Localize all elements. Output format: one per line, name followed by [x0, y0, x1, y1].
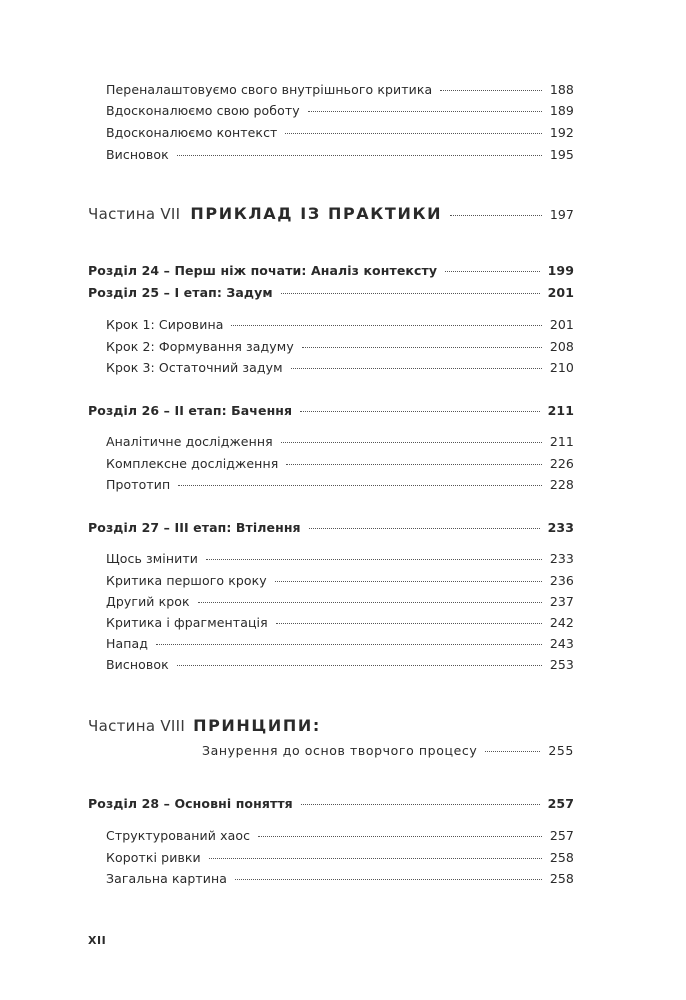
toc-entry[interactable]	[106, 317, 574, 333]
dot-leader	[258, 836, 542, 837]
dot-leader	[309, 528, 540, 529]
entry-page: 201	[549, 317, 574, 332]
entry-label: Другий крок	[106, 594, 190, 609]
chapter-entry[interactable]	[88, 520, 574, 536]
entry-label: Висновок	[106, 657, 169, 672]
dot-leader	[485, 751, 540, 752]
chapter-label: Розділ 28 – Основні поняття	[88, 796, 293, 811]
chapter-page: 199	[547, 263, 574, 278]
toc-entry[interactable]	[106, 125, 574, 141]
dot-leader	[281, 293, 540, 294]
toc-entry[interactable]	[106, 456, 574, 472]
entry-page: 188	[549, 82, 574, 97]
part-label: Частина VII	[88, 205, 181, 223]
dot-leader	[231, 325, 541, 326]
entry-label: Короткі ривки	[106, 850, 201, 865]
dot-leader	[291, 368, 542, 369]
part-heading[interactable]	[88, 206, 574, 223]
dot-leader	[285, 133, 541, 134]
dot-leader	[275, 581, 542, 582]
page-number: XII	[88, 934, 107, 947]
entry-label: Критика першого кроку	[106, 573, 267, 588]
entry-page: 211	[549, 434, 574, 449]
entry-page: 210	[549, 360, 574, 375]
entry-label: Крок 2: Формування задуму	[106, 339, 294, 354]
chapter-label: Розділ 25 – I етап: Задум	[88, 285, 273, 300]
part-subtitle: Занурення до основ творчого процесу	[202, 743, 478, 758]
entry-label: Комплексне дослідження	[106, 456, 279, 471]
chapter-entry[interactable]	[88, 403, 574, 419]
toc-entry[interactable]	[106, 434, 574, 450]
chapter-page: 211	[547, 403, 574, 418]
dot-leader	[440, 90, 542, 91]
toc-entry[interactable]	[106, 147, 574, 163]
dot-leader	[177, 665, 542, 666]
part-page: 255	[548, 743, 574, 758]
part-label: Частина VIII	[88, 717, 186, 735]
entry-label: Загальна картина	[106, 871, 228, 886]
dot-leader	[178, 485, 542, 486]
dot-leader	[209, 858, 542, 859]
entry-page: 228	[549, 477, 574, 492]
dot-leader	[281, 442, 542, 443]
entry-page: 242	[549, 615, 574, 630]
dot-leader	[177, 155, 542, 156]
entry-page: 237	[549, 594, 574, 609]
toc-entry[interactable]	[106, 871, 574, 887]
entry-page: 236	[549, 573, 574, 588]
entry-page: 258	[549, 850, 574, 865]
chapter-entry[interactable]	[88, 285, 574, 301]
toc-entry[interactable]	[106, 573, 574, 589]
entry-label: Висновок	[106, 147, 169, 162]
chapter-entry[interactable]	[88, 263, 574, 279]
entry-page: 243	[549, 636, 574, 651]
entry-page: 226	[549, 456, 574, 471]
dot-leader	[156, 644, 542, 645]
dot-leader	[302, 347, 542, 348]
entry-label: Щось змінити	[106, 551, 198, 566]
toc-entry[interactable]	[106, 339, 574, 355]
chapter-page: 233	[547, 520, 574, 535]
dot-leader	[445, 271, 540, 272]
dot-leader	[450, 215, 542, 216]
toc-entry[interactable]	[106, 594, 574, 610]
dot-leader	[308, 111, 542, 112]
toc-entry[interactable]	[106, 850, 574, 866]
entry-label: Аналітичне дослідження	[106, 434, 273, 449]
part-title: ПРИКЛАД ІЗ ПРАКТИКИ	[190, 204, 443, 223]
entry-label: Крок 3: Остаточний задум	[106, 360, 283, 375]
dot-leader	[300, 411, 539, 412]
chapter-page: 201	[547, 285, 574, 300]
part-subtitle-entry[interactable]	[202, 743, 574, 759]
toc-entry[interactable]	[106, 82, 574, 98]
entry-label: Переналаштовуємо свого внутрішнього критика	[106, 82, 433, 97]
entry-label: Вдосконалюємо контекст	[106, 125, 278, 140]
toc-entry[interactable]	[106, 657, 574, 673]
dot-leader	[235, 879, 542, 880]
entry-label: Крок 1: Сировина	[106, 317, 224, 332]
part-heading[interactable]	[88, 716, 321, 735]
toc-entry[interactable]	[106, 828, 574, 844]
entry-label: Критика і фрагментація	[106, 615, 268, 630]
dot-leader	[206, 559, 542, 560]
dot-leader	[276, 623, 542, 624]
toc-entry[interactable]	[106, 551, 574, 567]
entry-label: Вдосконалюємо свою роботу	[106, 103, 300, 118]
entry-label: Прототип	[106, 477, 171, 492]
dot-leader	[301, 804, 540, 805]
toc-entry[interactable]	[106, 477, 574, 493]
entry-page: 233	[549, 551, 574, 566]
entry-page: 208	[549, 339, 574, 354]
entry-page: 189	[549, 103, 574, 118]
chapter-label: Розділ 24 – Перш ніж почати: Аналіз контексту	[88, 263, 438, 278]
toc-entry[interactable]	[106, 636, 574, 652]
entry-page: 257	[549, 828, 574, 843]
toc-entry[interactable]	[106, 103, 574, 119]
chapter-label: Розділ 27 – III етап: Втілення	[88, 520, 301, 535]
entry-page: 253	[549, 657, 574, 672]
chapter-label: Розділ 26 – II етап: Бачення	[88, 403, 293, 418]
chapter-entry[interactable]	[88, 796, 574, 812]
entry-label: Структурований хаос	[106, 828, 251, 843]
dot-leader	[198, 602, 542, 603]
entry-page: 195	[549, 147, 574, 162]
dot-leader	[286, 464, 541, 465]
entry-page: 192	[549, 125, 574, 140]
chapter-page: 257	[547, 796, 574, 811]
toc-entry[interactable]	[106, 360, 574, 376]
entry-page: 258	[549, 871, 574, 886]
part-title: ПРИНЦИПИ:	[193, 716, 321, 735]
toc-entry[interactable]	[106, 615, 574, 631]
part-page: 197	[549, 207, 574, 222]
entry-label: Напад	[106, 636, 149, 651]
